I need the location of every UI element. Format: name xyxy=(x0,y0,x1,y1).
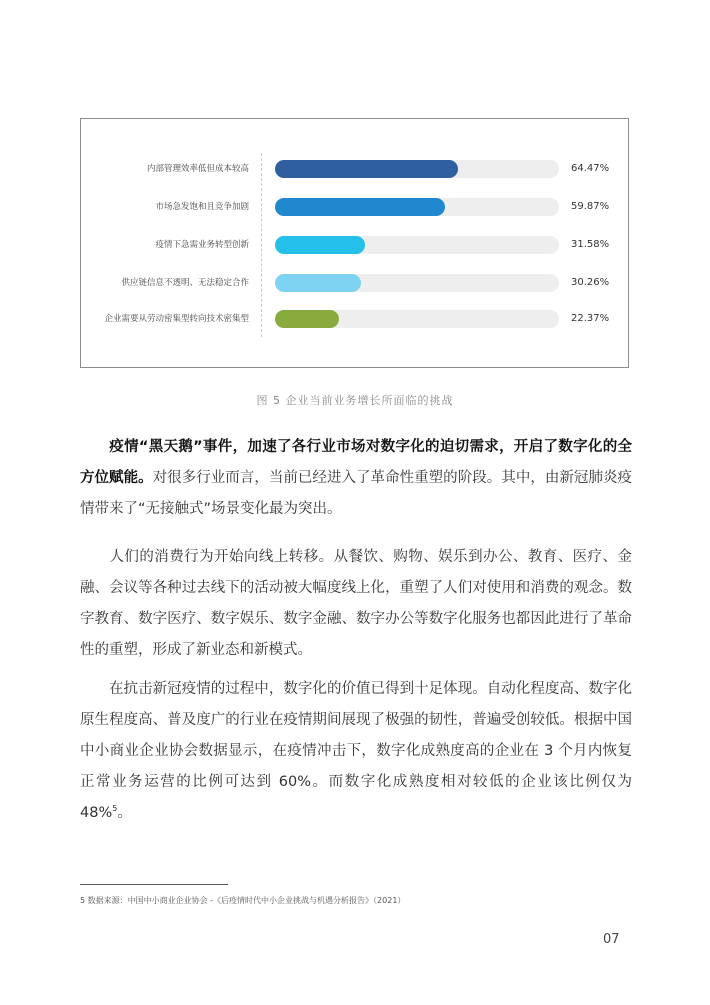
bar xyxy=(275,198,445,216)
bar-row xyxy=(81,310,630,328)
bar-row xyxy=(81,236,630,254)
bar xyxy=(275,160,458,178)
paragraph-2 xyxy=(80,542,632,666)
bar-track xyxy=(275,160,559,178)
bar-label: 供应链信息不透明、无法稳定合作 xyxy=(121,278,249,288)
paragraph-3-text: 在抗击新冠疫情的过程中，数字化的价值已得到十足体现。自动化程度高、数字化原生程度高、普及度广的行业在疫情期间展现了极强的韧性，普遍受创较低。根据中国中小商业企业协会数据显示，在疫情冲击下，数字化成熟度高的企业在 3 个月内恢复正常业务运营的比例可达到 60%。而数字化成熟度相对较低的企业该比例仅为 48% xyxy=(80,681,632,821)
bar-label: 市场急发饱和且竞争加剧 xyxy=(155,202,249,212)
figure-caption: 图 5 企业当前业务增长所面临的挑战 xyxy=(256,394,454,407)
page-number: 07 xyxy=(603,932,620,947)
bar-value-label: 30.26% xyxy=(571,277,610,288)
bar-label: 内部管理效率低但成本较高 xyxy=(146,164,249,174)
bar-value-label: 64.47% xyxy=(571,163,610,174)
bar-row xyxy=(81,198,630,216)
bar xyxy=(275,236,365,254)
bar-row xyxy=(81,274,630,292)
bar-label: 疫情下急需业务转型创新 xyxy=(155,240,249,250)
bar-row xyxy=(81,160,630,178)
bar-track xyxy=(275,274,559,292)
footnote-divider xyxy=(80,884,228,885)
paragraph-1 xyxy=(80,432,632,525)
paragraph-1-text: 对很多行业而言，当前已经进入了革命性重塑的阶段。其中，由新冠肺炎疫情带来了“无接触式”场景变化最为突出。 xyxy=(80,470,633,517)
paragraph-2-text: 人们的消费行为开始向线上转移。从餐饮、购物、娱乐到办公、教育、医疗、金融、会议等各种过去线下的活动被大幅度线上化，重塑了人们对使用和消费的观念。数字教育、数字医疗、数字娱乐、数字金融、数字办公等数字化服务也都因此进行了革命性的重塑，形成了新业态和新模式。 xyxy=(80,549,632,658)
bar-value-label: 22.37% xyxy=(571,313,610,324)
paragraph-1-bold: 疫情“黑天鹅”事件，加速了各行业市场对数字化的迫切需求，开启了数字化的全方位赋能。 xyxy=(80,439,632,486)
bar-chart xyxy=(80,118,629,368)
footnote: 5 数据来源：中国中小商业企业协会 -《后疫情时代中小企业挑战与机遇分析报告》（2021） xyxy=(80,896,406,905)
paragraph-3: 在抗击新冠疫情的过程中，数字化的价值已得到十足体现。自动化程度高、数字化原生程度高、普及度广的行业在疫情期间展现了极强的韧性，普遍受创较低。根据中国中小商业企业协会数据显示，在疫情冲击下，数字化成熟度高的企业在 3 个月内恢复正常业务运营的比例可达到 60%。而数字化成熟度相对较低的企业该比例仅为 48%$^5$。 xyxy=(80,681,632,821)
bar-track xyxy=(275,236,559,254)
bar-value-label: 31.58% xyxy=(571,239,610,250)
footnote-ref: 5 xyxy=(112,804,118,814)
bar xyxy=(275,274,361,292)
bar-label: 企业需要从劳动密集型转向技术密集型 xyxy=(104,314,249,324)
bar-value-label: 59.87% xyxy=(571,201,610,212)
bar xyxy=(275,310,339,328)
bar-track xyxy=(275,310,559,328)
bar-track xyxy=(275,198,559,216)
